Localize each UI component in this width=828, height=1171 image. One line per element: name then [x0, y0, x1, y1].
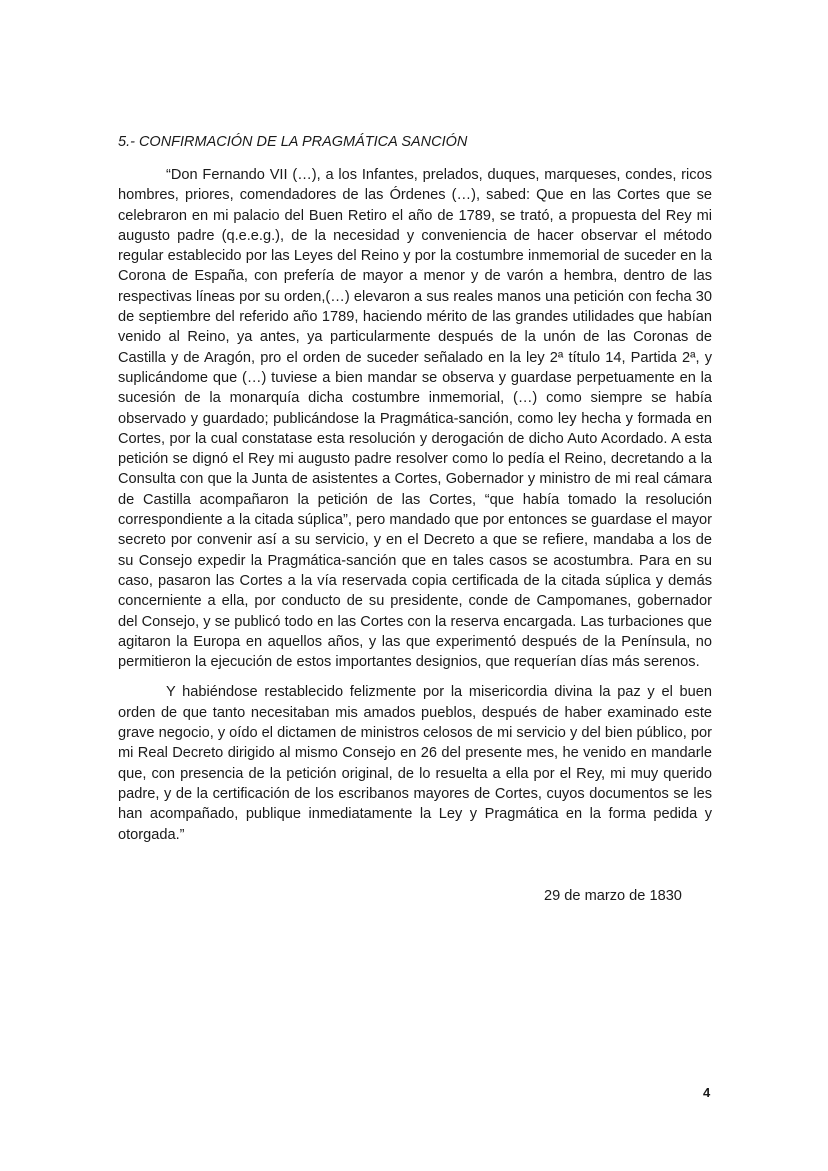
body-text: [118, 165, 712, 845]
paragraph-2: Y habiéndose restablecido felizmente por la misericordia divina la paz y el buen orden de que tanto necesitaban mis amados pueblos, después de haber examinado este grave negocio, y oído el dictamen de ministros celosos de mi servicio y del bien público, por mi Real Decreto dirigido al mismo Consejo en 26 del presente mes, he venido en mandarle que, con presencia de la petición original, de lo resuelta a ella por el Rey, mi muy querido padre, y de la certificación de los escribanos mayores de Cortes, cuyos documentos se les han acompañado, publique inmediatamente la Ley y Pragmática en la forma pedida y otorgada.”: [118, 684, 712, 843]
section-heading: 5.- CONFIRMACIÓN DE LA PRAGMÁTICA SANCIÓN: [118, 134, 468, 150]
paragraph-1: “Don Fernando VII (…), a los Infantes, prelados, duques, marqueses, condes, ricos hombres, priores, comendadores de las Órdenes (…), sabed: Que en las Cortes que se celebraron en mi palacio del Buen Retiro el año de 1789, se trató, a propuesta del Rey mi augusto padre (q.e.e.g.), de la necesidad y conveniencia de hacer observar el método regular establecido por las Leyes del Reino y por la costumbre inmemorial de suceder en la Corona de España, con prefería de mayor a menor y de varón a hembra, dentro de las respectivas líneas por su orden,(…) elevaron a sus reales manos una petición con fecha 30 de septiembre del referido año 1789, haciendo mérito de las grandes utilidades que habían venido al Reino, ya antes, ya particularmente después de la unón de las Coronas de Castilla y de Aragón, pro el orden de suceder señalado en la ley 2ª título 14, Partida 2ª, y suplicándome que (…) tuviese a bien mandar se observa y guardase perpetuamente en la sucesión de la monarquía dicha costumbre inmemorial, (…) como siempre se había observado y guardado; publicándose la Pragmática-sanción, como ley hecha y formada en Cortes, por la cual constatase esta resolución y derogación de dicho Auto Acordado. A esta petición se dignó el Rey mi augusto padre resolver como lo pedía el Reino, decretando a la Consulta con que la Junta de asistentes a Cortes, Gobernador y ministro de mi real cámara de Castilla acompañaron la petición de las Cortes, “que había tomado la resolución correspondiente a la citada súplica”, pero mandado que por entonces se guardase el mayor secreto por convenir así a su servicio, y en el Decreto a que se refiere, mandaba a los de su Consejo expedir la Pragmática-sanción que en tales casos se acostumbra. Para en su caso, pasaron las Cortes a la vía reservada copia certificada de la citada súplica y demás concerniente a ella, por conducto de su presidente, conde de Campomanes, gobernador del Consejo, y se publicó todo en las Cortes con la reserva encargada. Las turbaciones que agitaron la Europa en aquellos años, y las que experimentó después de la Península, no permitieron la ejecución de estos importantes designios, que requerían días más serenos.: [118, 167, 712, 671]
page-number: 4: [703, 1085, 711, 1100]
document-page: [118, 0, 712, 1171]
document-date: 29 de marzo de 1830: [544, 888, 682, 904]
